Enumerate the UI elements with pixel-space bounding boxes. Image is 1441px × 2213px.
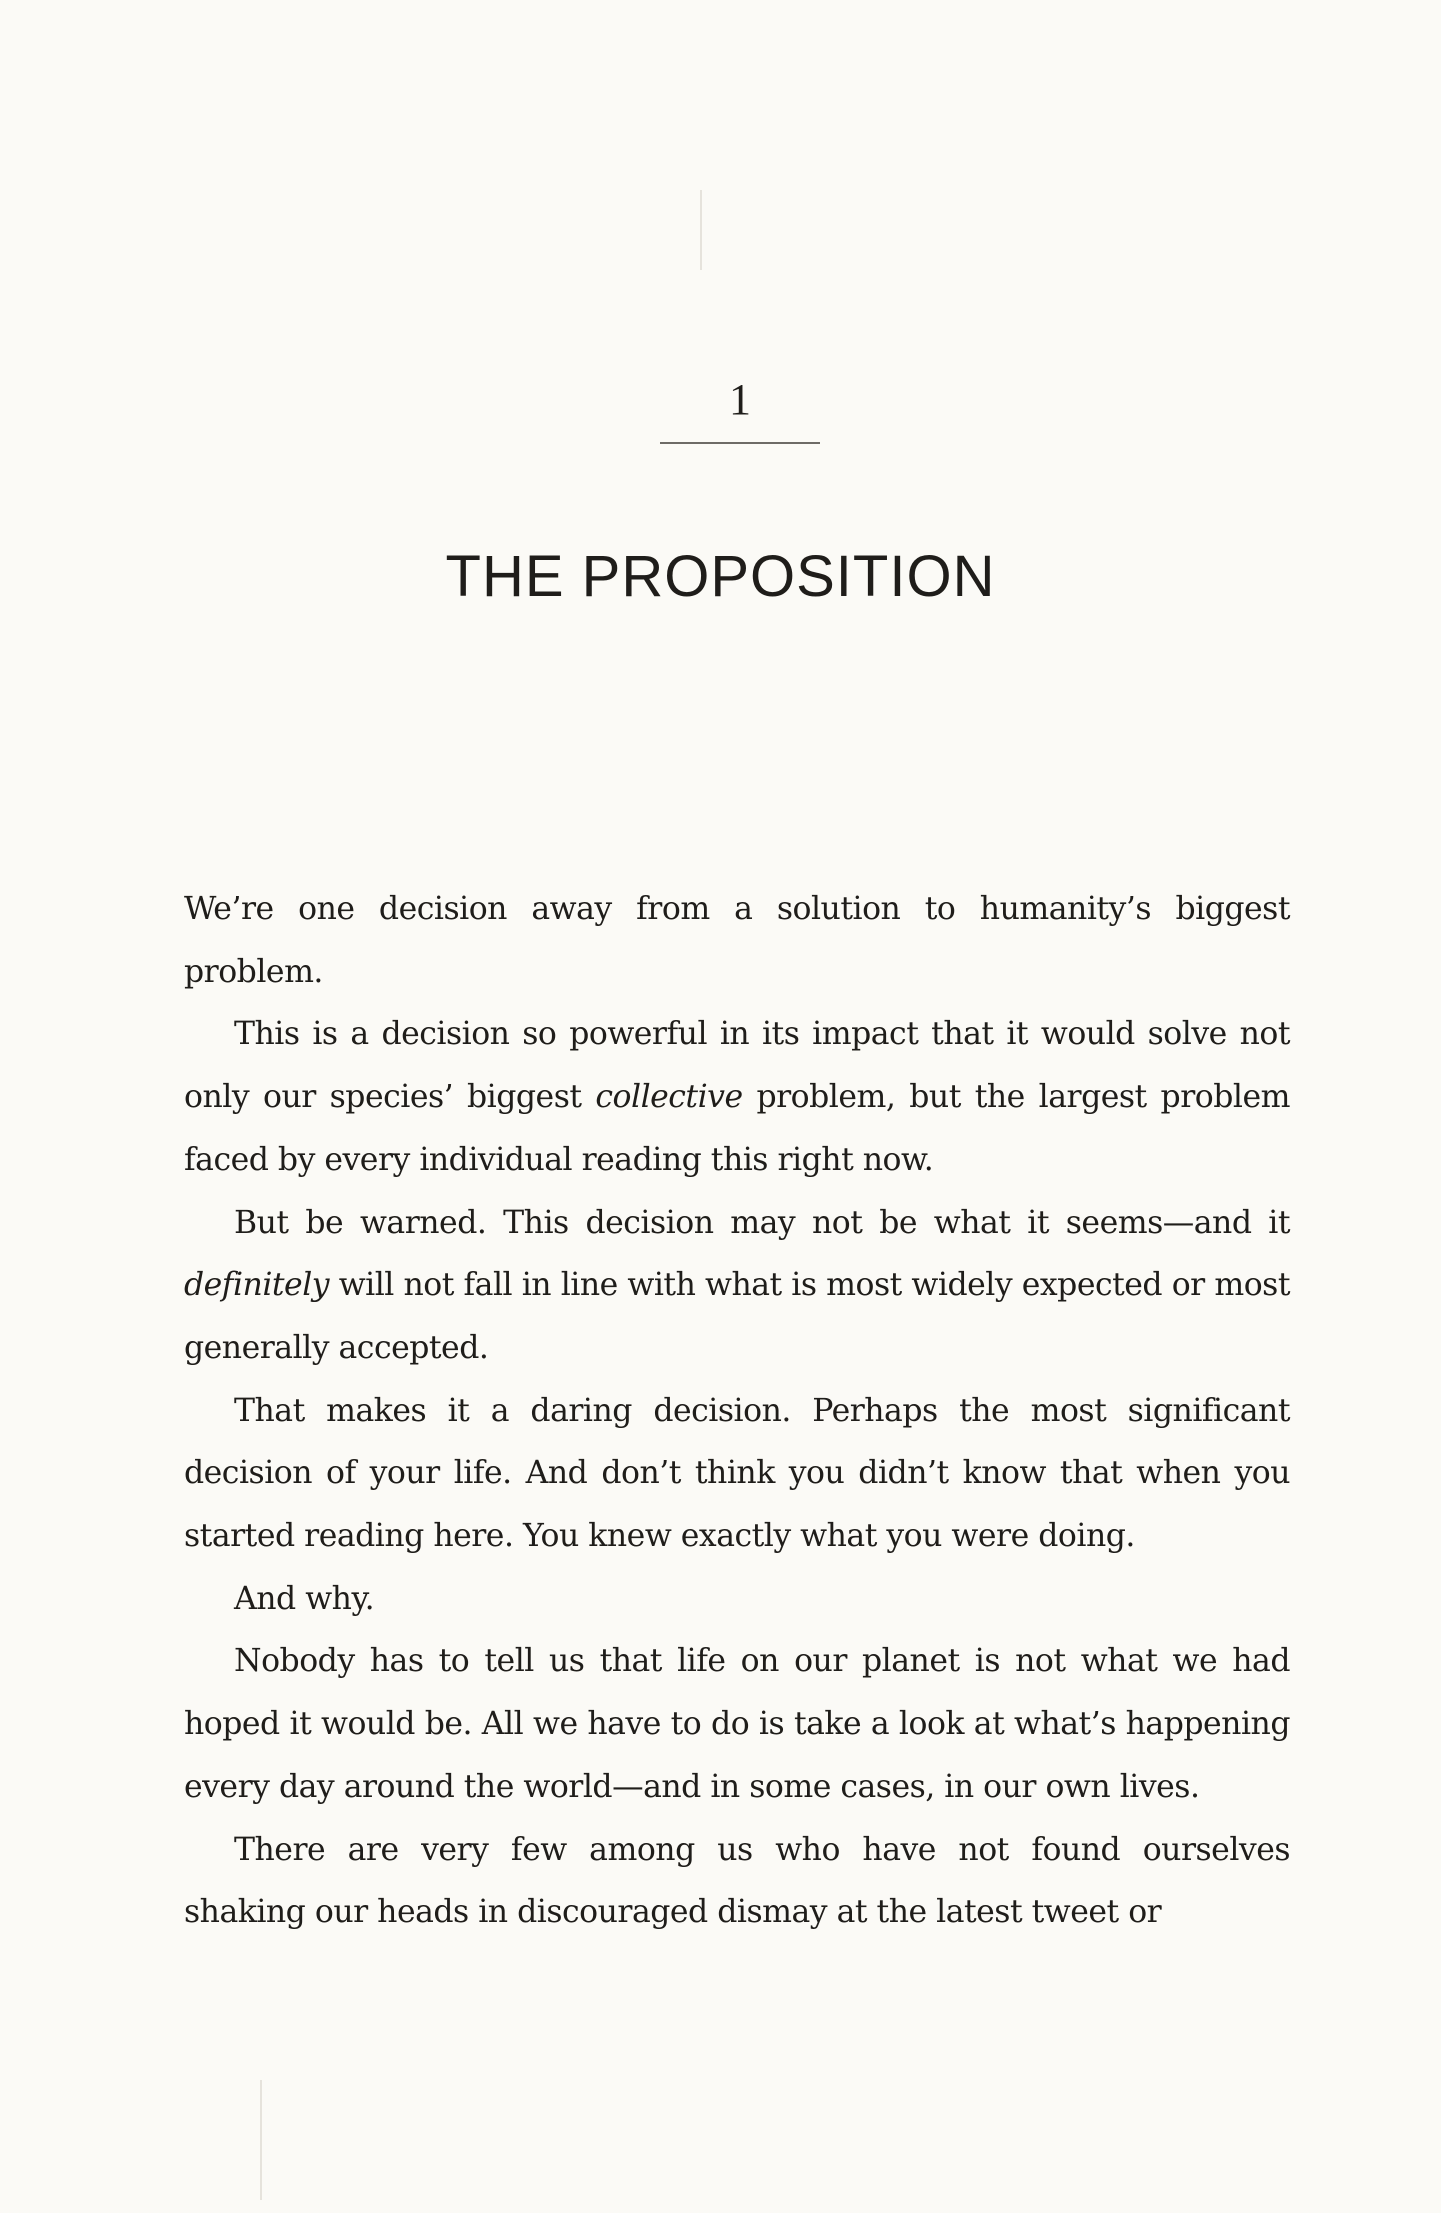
chapter-number: 1: [729, 375, 751, 424]
paragraph-text: That makes it a daring decision. Perhaps the most significant decision of your life. And don’t think you didn’t know that when you started reading here. You knew exactly what you were doing.: [184, 1392, 1290, 1555]
chapter-title: THE PROPOSITION: [445, 544, 996, 609]
emphasis-text: collective: [595, 1079, 743, 1116]
paragraph: [184, 1568, 1290, 1631]
paragraph-text: Nobody has to tell us that life on our planet is not what we had hoped it would be. All we have to do is take a look at what’s happening every day around the world—and in some cases, in our own lives.: [184, 1643, 1290, 1805]
paragraph-text: There are very few among us who have not found ourselves shaking our heads in discouraged dismay at the latest tweet or: [184, 1831, 1290, 1931]
scan-artifact: [700, 190, 702, 270]
paragraph-text: This is a decision so powerful in its impact that it would solve not only our species’ biggest: [184, 1016, 1290, 1116]
paragraph-text: But be warned. This decision may not be what it seems—and it: [234, 1204, 1290, 1241]
scan-artifact: [260, 2080, 262, 2200]
paragraph: [184, 1819, 1290, 1944]
paragraph-text: problem, but the largest problem faced by every individual reading this right now.: [184, 1079, 1290, 1178]
paragraph: [184, 1192, 1290, 1380]
paragraph: [184, 878, 1290, 1003]
paragraph-text: will not fall in line with what is most widely expected or most generally accepted.: [184, 1267, 1290, 1366]
body-text: [184, 878, 1290, 1944]
chapter-rule: [660, 442, 820, 444]
paragraph: [184, 1630, 1290, 1818]
paragraph: [184, 1003, 1290, 1191]
paragraph-text: And why.: [234, 1580, 375, 1617]
paragraph-text: We’re one decision away from a solution to humanity’s biggest problem.: [184, 891, 1290, 990]
emphasis-text: definitely: [184, 1267, 330, 1304]
paragraph: [184, 1380, 1290, 1568]
